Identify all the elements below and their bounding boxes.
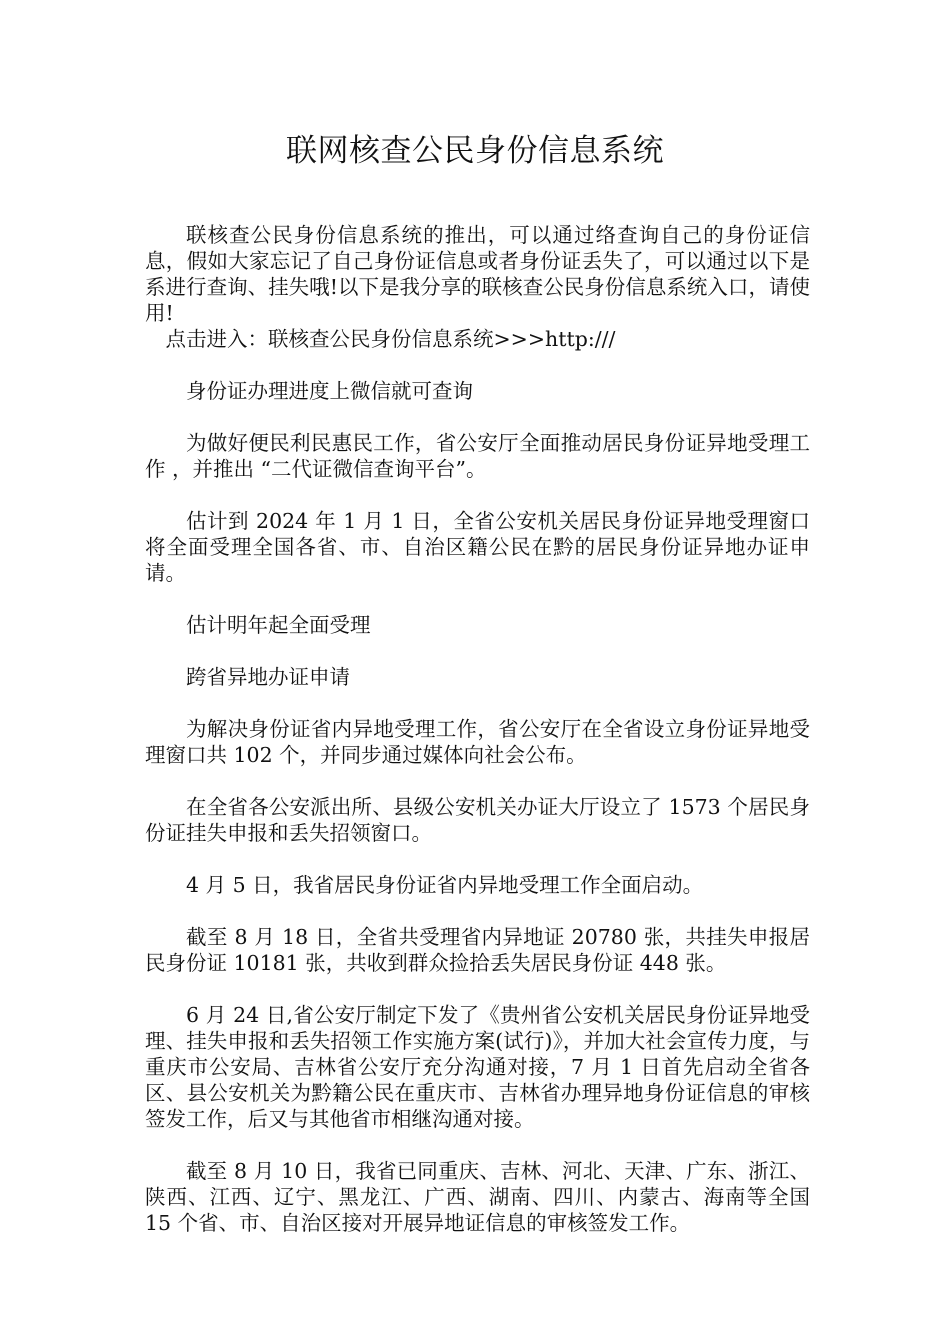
paragraph-august-10: 截至 8 月 10 日，我省已同重庆、吉林、河北、天津、广东、浙江、陕西、江西、辽宁、黑龙江、广西、湖南、四川、内蒙古、海南等全国 15 个省、市、自治区接对开展异地证信息的审核签发工作。 [145, 1159, 810, 1235]
paragraph-wechat-platform: 为做好便民利民惠民工作，省公安厅全面推动居民身份证异地受理工作 ，并推出 “二代证微信查询平台”。 [145, 431, 810, 481]
document-body [145, 222, 810, 1262]
paragraph-windows-1573: 在全省各公安派出所、县级公安机关办证大厅设立了 1573 个居民身份证挂失申报和丢失招领窗口。 [145, 795, 810, 845]
document-title: 联网核查公民身份信息系统 [286, 133, 664, 169]
paragraph-intro: 联核查公民身份信息系统的推出，可以通过络查询自己的身份证信息，假如大家忘记了自己身份证信息或者身份证丢失了，可以通过以下是系进行查询、挂失哦!以下是我分享的联核查公民身份信息系统入口，请使用! [145, 223, 810, 325]
paragraph-june-24: 6 月 24 日,省公安厅制定下发了《贵州省公安机关居民身份证异地受理、挂失申报和丢失招领工作实施方案(试行)》，并加大社会宣传力度，与重庆市公安局、吉林省公安厅充分沟通对接，7 月 1 日首先启动全省各区、县公安机关为黔籍公民在重庆市、吉林省办理异地身份证信息的审核签发工作，后又与其他省市相继沟通对接。 [145, 1003, 810, 1131]
entry-link-line[interactable]: 点击进入：联核查公民身份信息系统>>>http:/// [165, 327, 616, 351]
paragraph-estimate-2024: 估计到 2024 年 1 月 1 日，全省公安机关居民身份证异地受理窗口将全面受理全国各省、市、自治区籍公民在黔的居民身份证异地办证申请。 [145, 509, 810, 585]
paragraph-cross-province: 跨省异地办证申请 [186, 665, 350, 689]
paragraph-next-year: 估计明年起全面受理 [186, 613, 371, 637]
paragraph-windows-102: 为解决身份证省内异地受理工作，省公安厅在全省设立身份证异地受理窗口共 102 个，并同步通过媒体向社会公布。 [145, 717, 810, 767]
paragraph-wechat-heading: 身份证办理进度上微信就可查询 [186, 379, 473, 403]
paragraph-april-5: 4 月 5 日，我省居民身份证省内异地受理工作全面启动。 [186, 873, 704, 897]
paragraph-august-18: 截至 8 月 18 日，全省共受理省内异地证 20780 张，共挂失申报居民身份证 10181 张，共收到群众捡拾丢失居民身份证 448 张。 [145, 925, 810, 975]
